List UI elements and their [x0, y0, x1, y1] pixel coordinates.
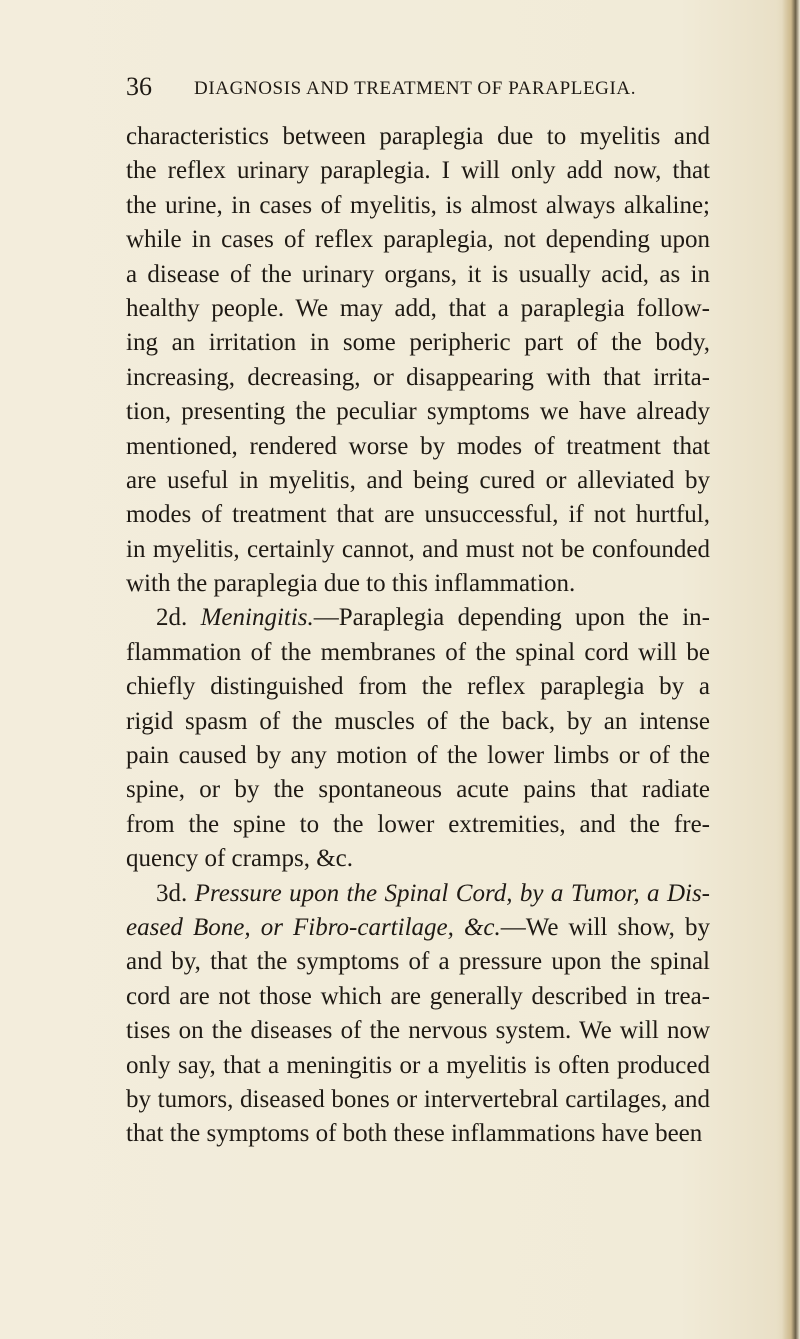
text-line: healthy people. We may add, that a paraplegia follow-	[126, 294, 710, 322]
text-fragment: —Paraplegia depending upon the in-	[313, 604, 710, 632]
text-line: only say, that a meningitis or a myelitis is often produced	[126, 1051, 710, 1079]
text-line: rigid spasm of the muscles of the back, by an intense	[126, 707, 710, 735]
section-heading-meningitis: Meningitis.	[200, 604, 314, 632]
text-line: by tumors, diseased bones or intervertebral cartilages, and	[126, 1085, 710, 1113]
section-number: 3d.	[156, 879, 188, 907]
text-line: cord are not those which are generally described in trea-	[126, 982, 710, 1010]
text-line: modes of treatment that are unsuccessful, if not hurtful,	[126, 501, 710, 529]
paragraph-3-second-line	[126, 911, 710, 945]
text-line: pain caused by any motion of the lower limbs or of the	[126, 742, 710, 770]
text-line: tises on the diseases of the nervous system. We will now	[126, 1017, 710, 1045]
text-line: chiefly distinguished from the reflex paraplegia by a	[126, 673, 710, 701]
paragraph-2-first-line	[126, 601, 710, 635]
section-heading-pressure-cont: eased Bone, or Fibro-cartilage, &c.	[126, 913, 501, 941]
body-text	[126, 120, 710, 1152]
text-line: characteristics between paraplegia due to myelitis and	[126, 123, 710, 150]
text-line: quency of cramps, &c.	[126, 845, 354, 873]
page-header	[0, 72, 800, 112]
text-line: in myelitis, certainly cannot, and must not be confounded	[126, 535, 710, 563]
text-line: that the symptoms of both these inflammations have been	[126, 1120, 703, 1148]
text-line: increasing, decreasing, or disappearing with that irrita-	[126, 363, 710, 391]
text-line: and by, that the symptoms of a pressure upon the spinal	[126, 948, 710, 976]
text-line: a disease of the urinary organs, it is usually acid, as in	[126, 260, 710, 288]
text-line: the reflex urinary paraplegia. I will only add now, that	[126, 157, 710, 185]
text-line: from the spine to the lower extremities, and the fre-	[126, 810, 710, 838]
text-line: while in cases of reflex paraplegia, not depending upon	[126, 226, 710, 254]
page-edge-shadow	[782, 0, 800, 1339]
text-line: ing an irritation in some peripheric part of the body,	[126, 329, 710, 357]
section-number: 2d.	[156, 604, 188, 632]
text-fragment: —We will show, by	[500, 913, 710, 941]
text-line: are useful in myelitis, and being cured or alleviated by	[126, 466, 710, 494]
text-line: with the paraplegia due to this inflammation.	[126, 570, 576, 598]
text-line: mentioned, rendered worse by modes of treatment that	[126, 432, 710, 460]
text-line: tion, presenting the peculiar symptoms we have already	[126, 398, 710, 426]
running-title: DIAGNOSIS AND TREATMENT OF PARAPLEGIA.	[194, 78, 637, 99]
section-heading-pressure: Pressure upon the Spinal Cord, by a Tumor, a Dis-	[194, 879, 711, 907]
text-line: spine, or by the spontaneous acute pains that radiate	[126, 776, 710, 804]
text-line: flammation of the membranes of the spinal cord will be	[126, 638, 710, 666]
paragraph-3-first-line	[126, 877, 710, 911]
page-number: 36	[126, 72, 152, 101]
text-line: the urine, in cases of myelitis, is almost always alkaline;	[126, 191, 710, 219]
